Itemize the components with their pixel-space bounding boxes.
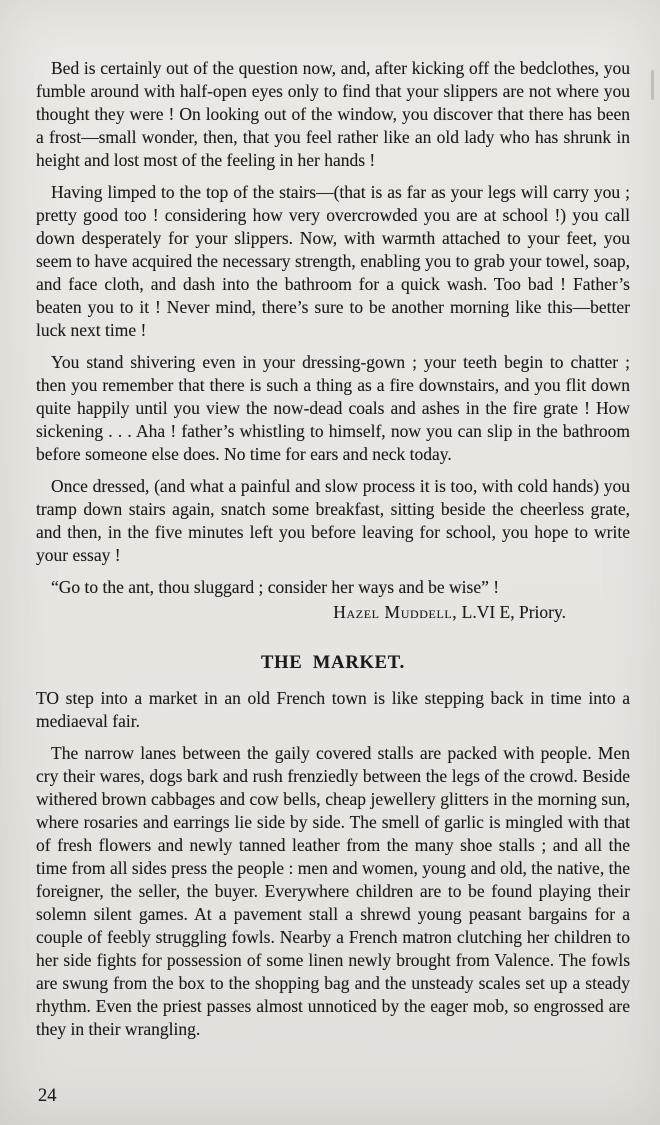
essay-paragraph-3: You stand shivering even in your dressing-gown ; your teeth begin to chatter ; then you remember that there is such a thing as a fire downstairs, and you flit down quite happily until you view the now-dead coals and ashes in the fire grate ! How sickening . . . Aha ! father’s whistling to himself, now you can slip in the bathroom before someone else does. No time for ears and neck today. bbox=[36, 352, 630, 464]
author-name: Hazel Muddell, bbox=[333, 602, 458, 622]
essay-paragraph-4: Once dressed, (and what a painful and slow process it is too, with cold hands) you tramp down stairs again, snatch some breakfast, sitting beside the cheerless grate, and then, in the five minutes left you before leaving for school, you hope to write your essay ! bbox=[36, 476, 630, 565]
scan-artifact bbox=[651, 70, 654, 100]
essay-closing-quote: “Go to the ant, thou sluggard ; consider her ways and be wise” ! bbox=[51, 577, 500, 597]
essay-paragraph-1: Bed is certainly out of the question now, and, after kicking off the bedclothes, you fumble around with half-open eyes only to find that your slippers are not where you thought they were ! On looking out of the window, you discover that there has been a frost—small wonder, then, that you feel rather like an old lady who has shrunk in height and lost most of the feeling in her hands ! bbox=[36, 58, 630, 170]
essay-paragraph-2: Having limped to the top of the stairs—(that is as far as your legs will carry you ; pretty good too ! considering how very overcrowded you are at school !) you call down desperately for your slippers. Now, with warmth attached to your feet, you seem to have acquired the necessary strength, enabling you to grab your towel, soap, and face cloth, and dash into the bathroom for a quick wash. Too bad ! Father’s beaten you to it ! Never mind, there’s sure to be another morning like this—better luck next time ! bbox=[36, 182, 630, 340]
essay-signature bbox=[36, 601, 630, 624]
article-lead-paragraph: TO step into a market in an old French town is like stepping back in time into a mediaeval fair. bbox=[36, 688, 630, 732]
page-number: 24 bbox=[38, 1086, 57, 1106]
article-title: THE MARKET. bbox=[261, 653, 405, 673]
author-class-and-house: L.VI E, Priory. bbox=[457, 602, 566, 622]
article-paragraph-1: The narrow lanes between the gaily covered stalls are packed with people. Men cry their wares, dogs bark and rush frenziedly between the legs of the crowd. Beside withered brown cabbages and cow bells, cheap jewellery glitters in the morning sun, where rosaries and earrings lie side by side. The smell of garlic is mingled with that of fresh flowers and newly tanned leather from the many shoe stalls ; and all the time from all sides press the people : men and women, young and old, the native, the foreigner, the seller, the buyer. Everywhere children are to be found playing their solemn silent games. At a pavement stall a shrewd young peasant bargains for a couple of feebly struggling fowls. Nearby a French matron clutching her children to her side fights for possession of some linen newly brought from Valence. The fowls are swung from the box to the shopping bag and the unsteady scales set up a steady rhythm. Even the priest passes almost unnoticed by the eager mob, so engrossed are they in their wrangling. bbox=[36, 743, 630, 1040]
